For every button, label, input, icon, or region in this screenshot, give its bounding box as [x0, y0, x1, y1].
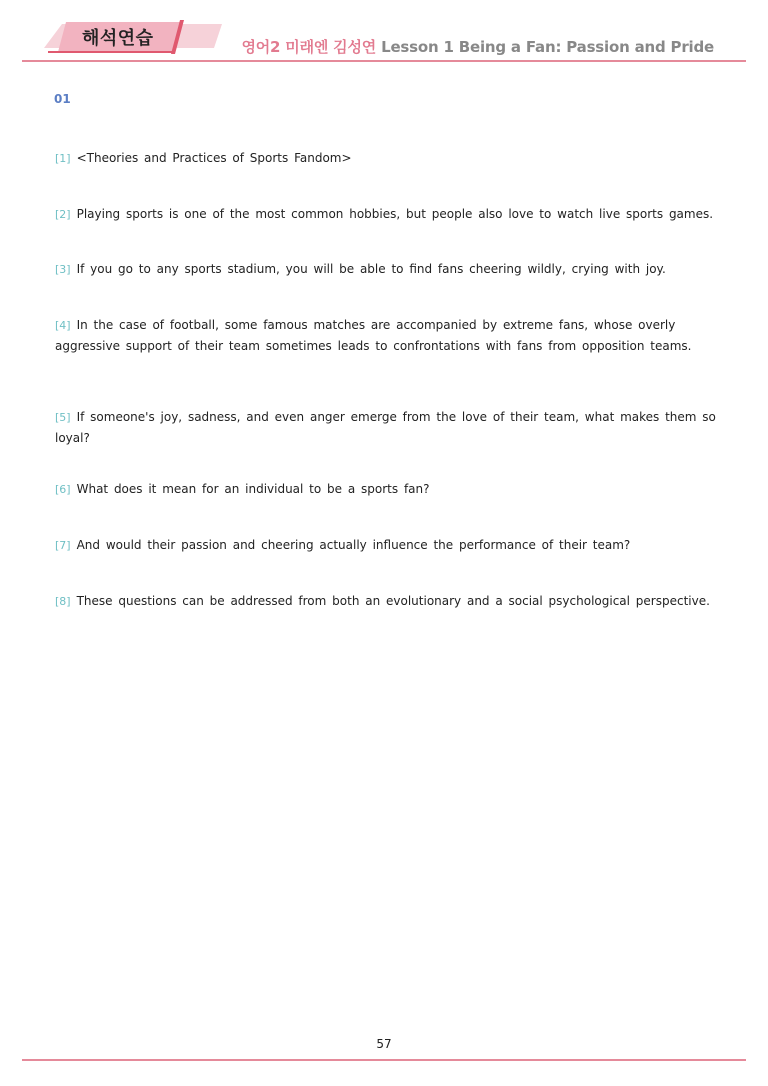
- sentence-marker: [3]: [55, 263, 71, 276]
- sentence-text: <Theories and Practices of Sports Fandom>: [76, 151, 352, 165]
- sentence-6: [55, 479, 725, 500]
- sentence-text: And would their passion and cheering actually influence the performance of their team?: [76, 538, 631, 552]
- sentence-5: [55, 407, 725, 448]
- sentence-text: Playing sports is one of the most common hobbies, but people also love to watch live sports games.: [76, 207, 714, 221]
- sentence-8: [55, 591, 725, 612]
- sentence-text: If someone's joy, sadness, and even anger emerge from the love of their team, what makes them so loyal?: [55, 410, 716, 445]
- page-header-title: [241, 36, 714, 57]
- sentence-marker: [1]: [55, 152, 71, 165]
- sentence-text: In the case of football, some famous matches are accompanied by extreme fans, whose overly aggressive support of their team sometimes leads to confrontations with fans from opposition teams.: [55, 318, 692, 353]
- header-divider: [22, 60, 746, 62]
- page-number: 57: [376, 1037, 392, 1051]
- section-tag: [44, 18, 224, 54]
- footer-divider: [22, 1059, 746, 1061]
- sentence-marker: [8]: [55, 595, 71, 608]
- question-number: 01: [54, 92, 71, 106]
- sentence-marker: [5]: [55, 411, 71, 424]
- sentence-2: [55, 204, 725, 225]
- sentence-4: [55, 315, 725, 356]
- sentence-marker: [4]: [55, 319, 71, 332]
- sentence-text: These questions can be addressed from both an evolutionary and a social psychological perspective.: [76, 594, 710, 608]
- lesson-title: Lesson 1 Being a Fan: Passion and Pride: [381, 38, 714, 56]
- section-tag-label: 해석연습: [82, 28, 154, 49]
- sentence-marker: [6]: [55, 483, 71, 496]
- sentence-text: If you go to any sports stadium, you will be able to find fans cheering wildly, crying with joy.: [76, 262, 666, 276]
- sentence-3: [55, 259, 725, 280]
- sentence-marker: [2]: [55, 208, 71, 221]
- sentence-text: What does it mean for an individual to be a sports fan?: [76, 482, 430, 496]
- sentence-7: [55, 535, 725, 556]
- textbook-title: 영어2 미래엔 김성연: [241, 38, 377, 56]
- sentence-marker: [7]: [55, 539, 71, 552]
- sentence-1: [55, 148, 725, 169]
